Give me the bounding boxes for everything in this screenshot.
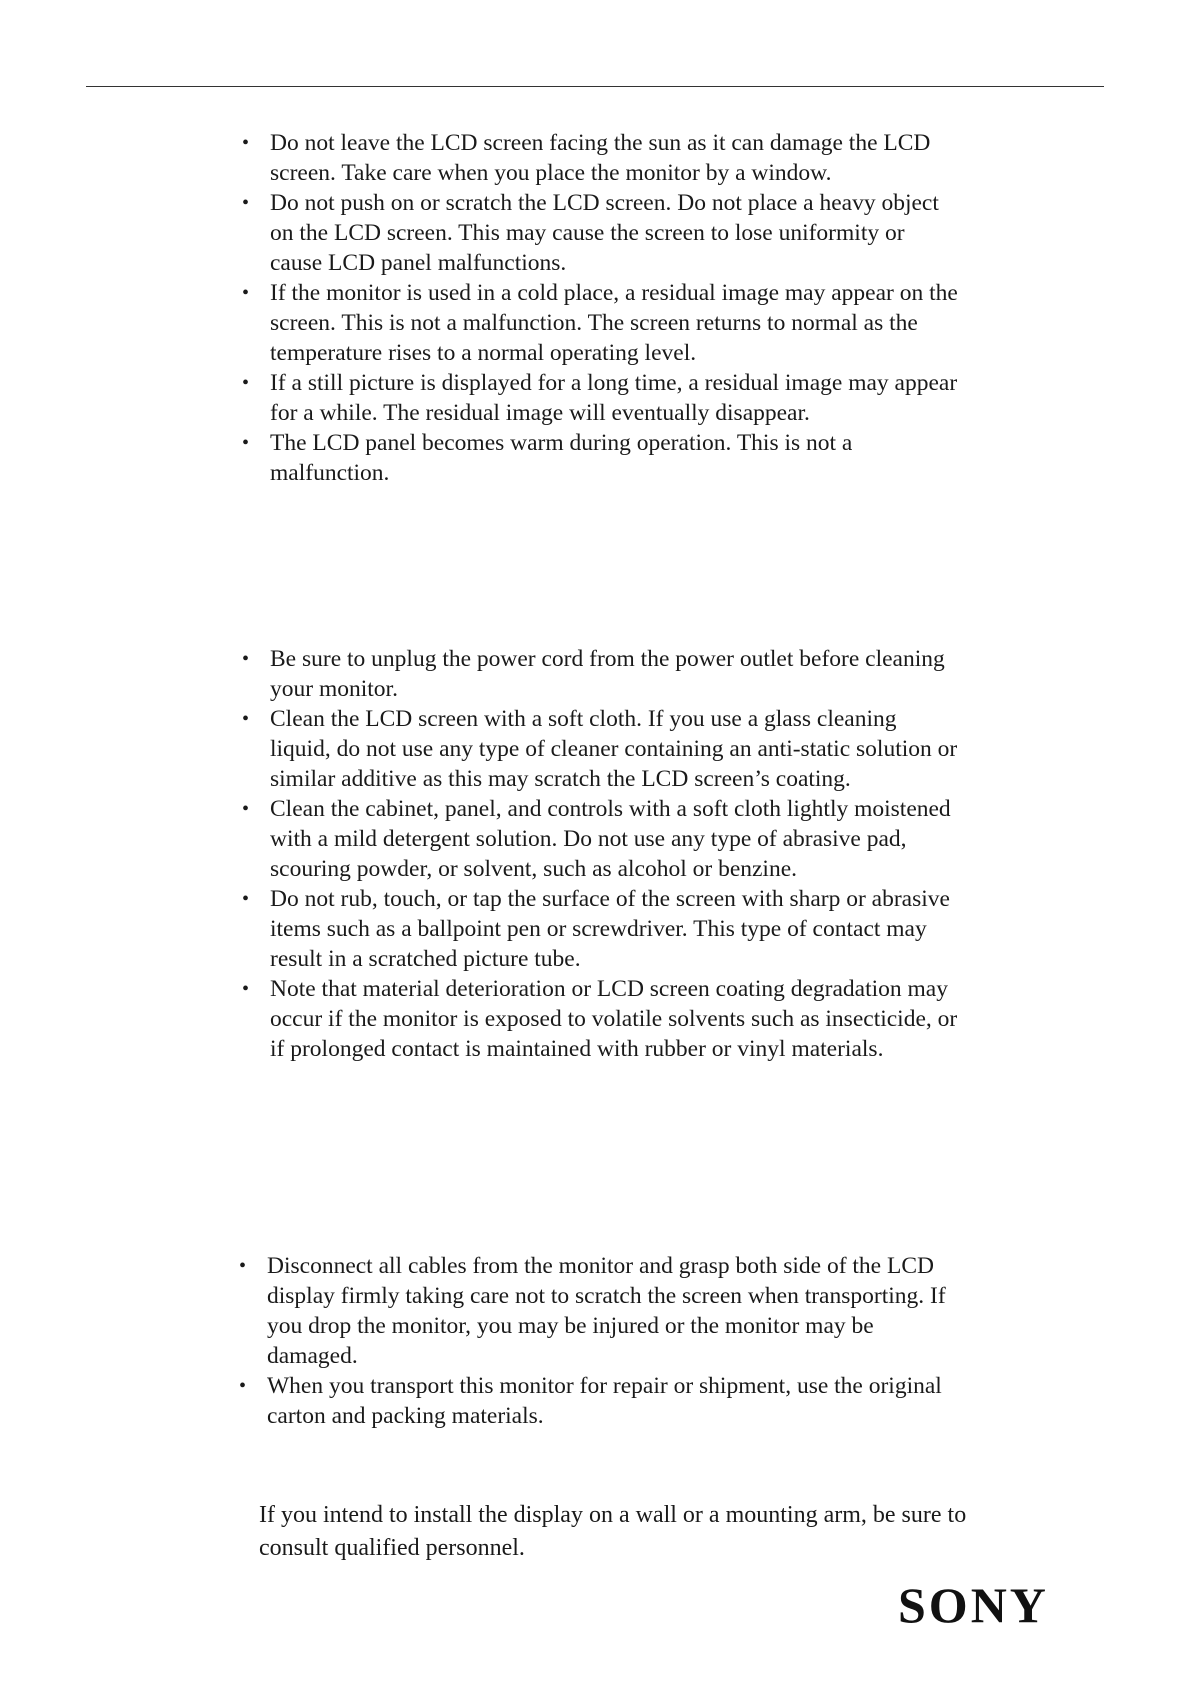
list-item: • If a still picture is displayed for a long time, a residual image may appear for a while. The residual image will eventually disappear. — [242, 370, 958, 426]
bullet-icon: • — [242, 282, 250, 304]
bullet-icon: • — [239, 1255, 247, 1277]
bullet-icon: • — [242, 132, 250, 154]
list-item: • If the monitor is used in a cold place, a residual image may appear on the screen. This is not a malfunction. The screen returns to normal as the temperature rises to a normal operating level. — [242, 280, 958, 366]
bullet-icon: • — [242, 648, 250, 670]
header-rule — [86, 86, 1104, 87]
bullet-icon: • — [242, 372, 250, 394]
list-item: • Clean the LCD screen with a soft cloth. If you use a glass cleaning liquid, do not use any type of cleaner containing an anti-static solution or similar additive as this may scratch the LCD screen’s coating. — [242, 706, 958, 792]
list-item: • Clean the cabinet, panel, and controls with a soft cloth lightly moistened with a mild detergent solution. Do not use any type of abrasive pad, scouring powder, or solvent, such as alcohol or benzine. — [242, 796, 951, 882]
list-item: • The LCD panel becomes warm during operation. This is not a malfunction. — [242, 430, 853, 486]
lcd-screen-list — [238, 128, 958, 488]
bullet-icon: • — [239, 1375, 247, 1397]
bullet-icon: • — [242, 798, 250, 820]
mounting-note: If you intend to install the display on a wall or a mounting arm, be sure to consult qualified personnel. — [259, 1502, 967, 1561]
list-item: • Do not push on or scratch the LCD screen. Do not place a heavy object on the LCD screen. This may cause the screen to lose uniformity or cause LCD panel malfunctions. — [242, 190, 939, 276]
bullet-icon: • — [242, 888, 250, 910]
list-item: • Disconnect all cables from the monitor and grasp both side of the LCD display firmly taking care not to scratch the screen when transporting. If you drop the monitor, you may be injured or the monitor may be damaged. — [239, 1253, 946, 1369]
sony-logo: SONY — [898, 1577, 1049, 1633]
transportation-list — [235, 1251, 958, 1431]
list-item: • Do not leave the LCD screen facing the sun as it can damage the LCD screen. Take care when you place the monitor by a window. — [242, 130, 931, 186]
bullet-icon: • — [242, 978, 250, 1000]
list-item: • When you transport this monitor for repair or shipment, use the original carton and packing materials. — [239, 1373, 942, 1429]
list-item: • Note that material deterioration or LCD screen coating degradation may occur if the monitor is exposed to volatile solvents such as insecticide, or if prolonged contact is maintained with rubber or vinyl materials. — [242, 976, 958, 1062]
bullet-icon: • — [242, 432, 250, 454]
bullet-icon: • — [242, 708, 250, 730]
list-item: • Do not rub, touch, or tap the surface of the screen with sharp or abrasive items such as a ballpoint pen or screwdriver. This type of contact may result in a scratched picture tube. — [242, 886, 950, 972]
maintenance-list — [238, 644, 958, 1064]
list-item: • Be sure to unplug the power cord from the power outlet before cleaning your monitor. — [242, 646, 945, 702]
bullet-icon: • — [242, 192, 250, 214]
